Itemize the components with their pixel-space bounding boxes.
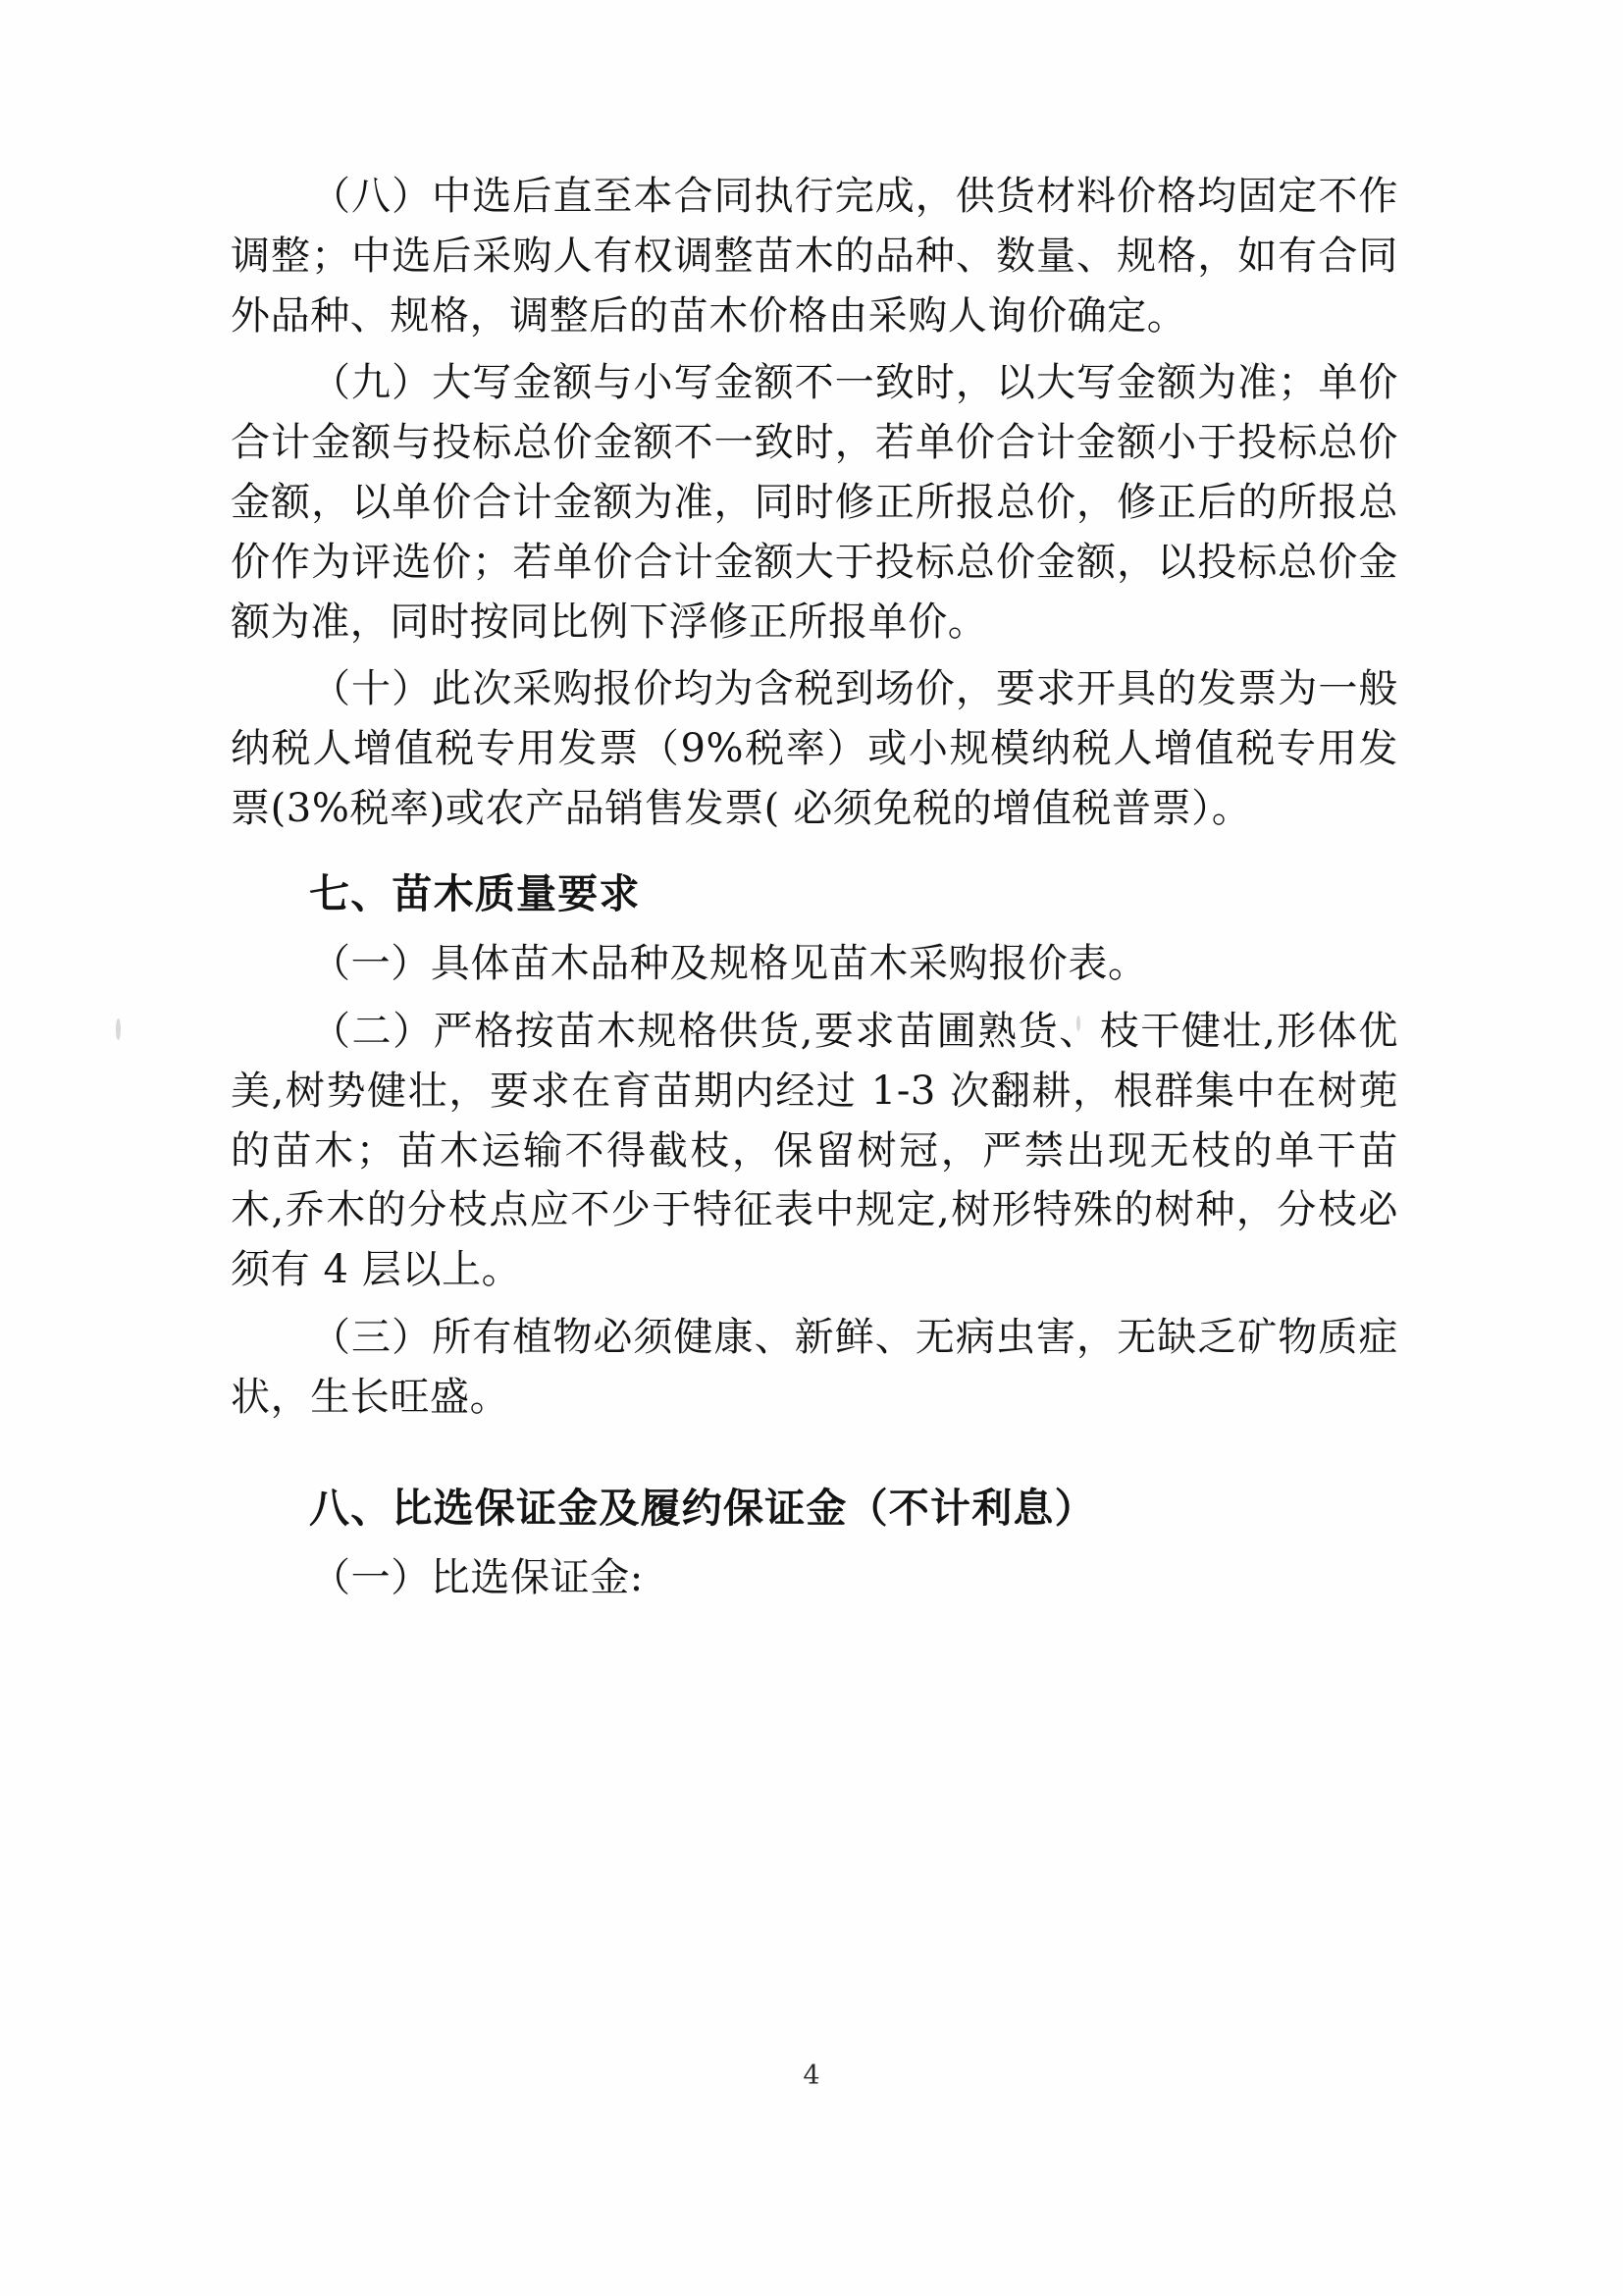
clause-10: （十）此次采购报价均为含税到场价，要求开具的发票为一般纳税人增值税专用发票（9%税率）或小规模纳税人增值税专用发票(3%税率)或农产品销售发票( 必须免税的增值税普票）。: [231, 666, 1398, 831]
scan-speck: [116, 1018, 121, 1040]
section-7-clause-1: （一）具体苗木品种及规格见苗木采购报价表。: [311, 941, 1148, 987]
section-7-clause-3: （三）所有植物必须健康、新鲜、无病虫害，无缺乏矿物质症状，生长旺盛。: [231, 1315, 1398, 1420]
section-7-clause-2: （二）严格按苗木规格供货,要求苗圃熟货、枝干健壮,形体优美,树势健壮，要求在育苗期内经过 1-3 次翻耕，根群集中在树蔸的苗木；苗木运输不得截枝，保留树冠，严禁出现无枝的单干苗木,乔木的分枝点应不少于特征表中规定,树形特殊的树种，分枝必须有 4 层以上。: [231, 1009, 1398, 1293]
document-body: [231, 167, 1398, 1616]
clause-9: （九）大写金额与小写金额不一致时，以大写金额为准；单价合计金额与投标总价金额不一致时，若单价合计金额小于投标总价金额，以单价合计金额为准，同时修正所报总价，修正后的所报总价作为评选价；若单价合计金额大于投标总价金额，以投标总价金额为准，同时按同比例下浮修正所报单价。: [231, 360, 1398, 645]
page-number: 4: [803, 2061, 820, 2091]
section-7-heading: 七、苗木质量要求: [309, 869, 641, 917]
clause-8: （八）中选后直至本合同执行完成，供货材料价格均固定不作调整；中选后采购人有权调整苗木的品种、数量、规格，如有合同外品种、规格，调整后的苗木价格由采购人询价确定。: [231, 174, 1398, 339]
section-spacer: [231, 1435, 1398, 1453]
section-8-clause-1: （一）比选保证金:: [311, 1555, 644, 1601]
section-8-heading: 八、比选保证金及履约保证金（不计利息）: [309, 1484, 1096, 1532]
